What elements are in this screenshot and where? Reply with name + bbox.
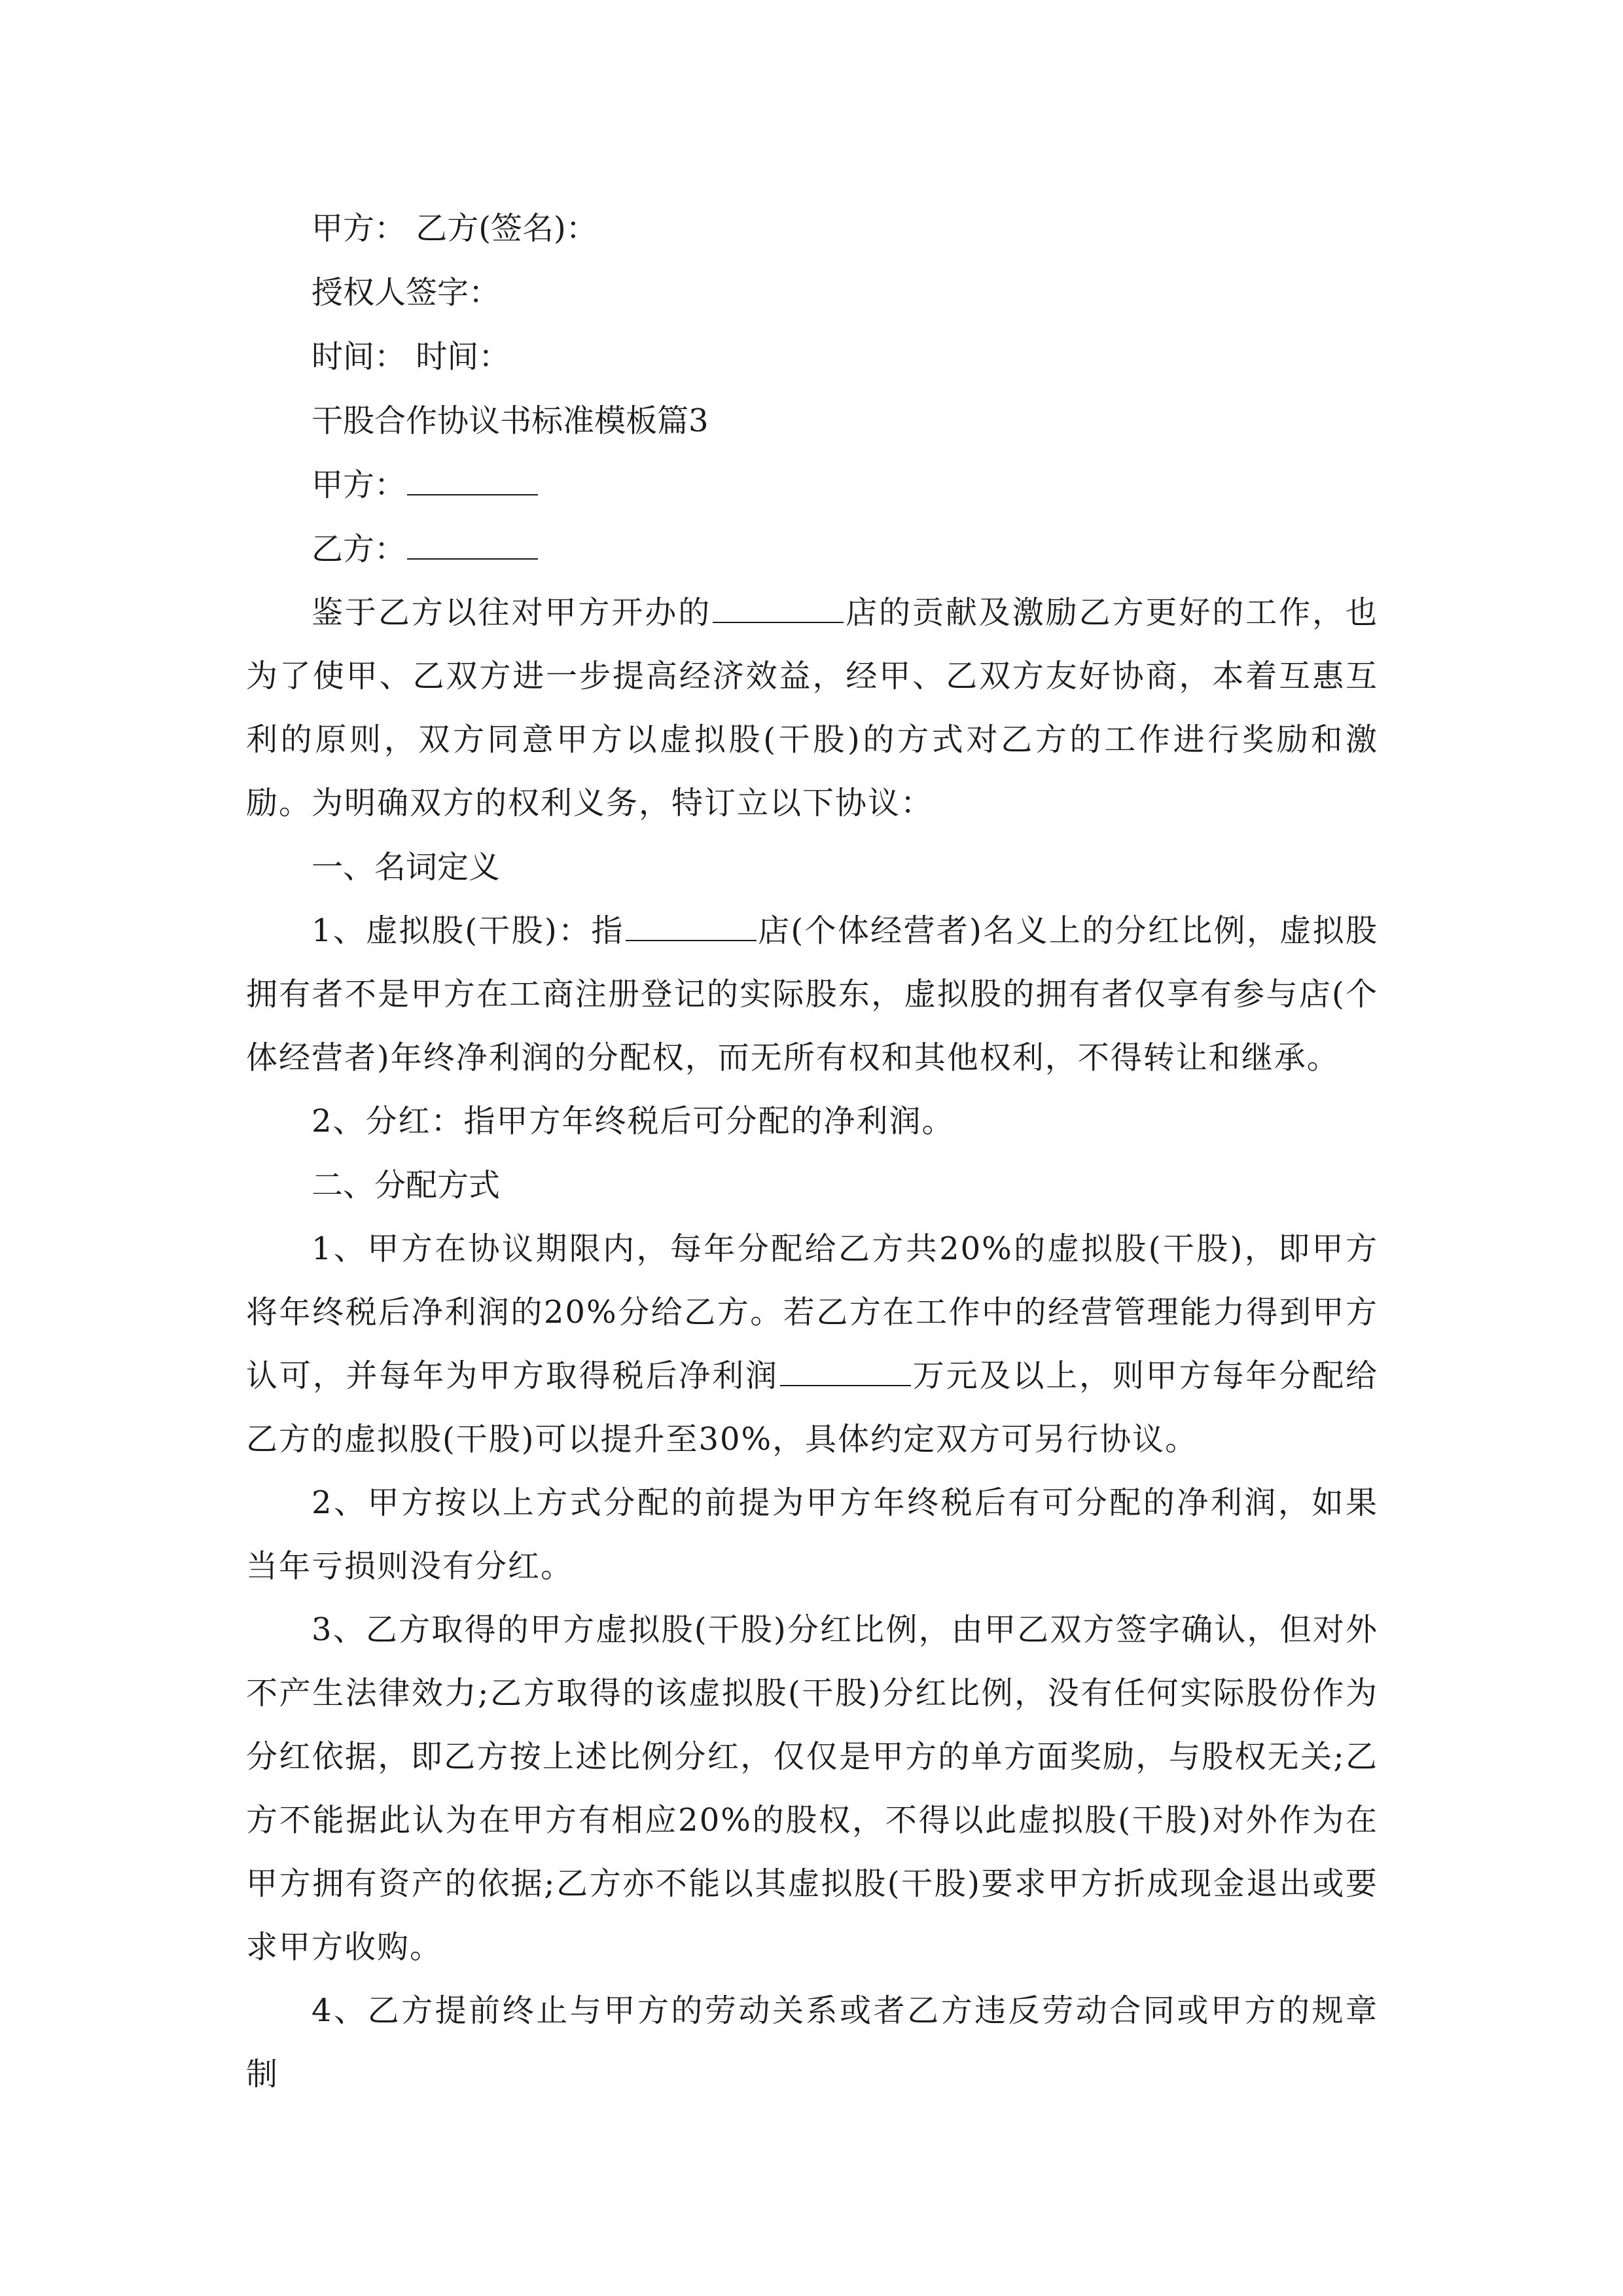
- shop-name-blank: [713, 596, 844, 623]
- section-2-item-3: 3、乙方取得的甲方虚拟股(干股)分红比例，由甲乙双方签字确认，但对外不产生法律效力;乙方取得的该虚拟股(干股)分红比例，没有任何实际股份作为分红依据，即乙方按上述比例分红，仅仅是甲方的单方面奖励，与股权无关;乙方不能据此认为在甲方有相应20%的股权，不得以此虚拟股(干股)对外作为在甲方拥有资产的依据;乙方亦不能以其虚拟股(干股)要求甲方折成现金退出或要求甲方收购。: [246, 1611, 1378, 1965]
- s2-item1-blank: [780, 1359, 911, 1386]
- section-1-item-2: 2、分红：指甲方年终税后可分配的净利润。: [312, 1103, 955, 1139]
- document-body: [246, 196, 1378, 2106]
- article-title: 干股合作协议书标准模板篇3: [312, 403, 709, 439]
- section-1-title: 一、名词定义: [312, 849, 501, 886]
- party-a-line: [246, 453, 1378, 517]
- s1-item1-text-2: 店(个体经营者)名义上的分红比例，虚拟股拥有者不是甲方在工商注册登记的实际股东，虚拟股的拥有者仅享有参与店(个体经营者)年终净利润的分配权，而无所有权和其他权利，不得转让和继承。: [246, 912, 1378, 1076]
- party-b-label: 乙方：: [312, 531, 406, 567]
- section-2-item-1: [246, 1217, 1378, 1471]
- preamble-text-2: 店的贡献及激励乙方更好的工作，也为了使甲、乙双方进一步提高经济效益，经甲、乙双方友好协商，本着互惠互利的原则，双方同意甲方以虚拟股(干股)的方式对乙方的工作进行奖励和激励。为明确双方的权利义务，特订立以下协议：: [246, 594, 1378, 821]
- s1-item1-blank: [626, 914, 757, 941]
- preamble-text-1: 鉴于乙方以往对甲方开办的: [312, 594, 712, 631]
- s1-item1-text-1: 1、虚拟股(干股)：指: [312, 912, 624, 949]
- party-a-blank: [407, 468, 538, 495]
- signature-line-authorized: 授权人签字：: [312, 274, 501, 311]
- s2-item1-text-2: 万元及以上，则甲方每年分配给乙方的虚拟股(干股)可以提升至30%，具体约定双方可另行协议。: [246, 1357, 1378, 1458]
- section-2-title: 二、分配方式: [312, 1167, 501, 1204]
- signature-line-parties: 甲方： 乙方(签名)：: [312, 210, 597, 247]
- party-b-line: [246, 517, 1378, 581]
- section-2-item-4: 4、乙方提前终止与甲方的劳动关系或者乙方违反劳动合同或甲方的规章制: [246, 1992, 1378, 2092]
- section-1-item-1: [246, 899, 1378, 1090]
- signature-line-time: 时间： 时间：: [312, 338, 510, 375]
- section-2-item-2: 2、甲方按以上方式分配的前提为甲方年终税后有可分配的净利润，如果当年亏损则没有分红。: [246, 1484, 1378, 1585]
- party-a-label: 甲方：: [312, 467, 406, 503]
- s2-item1-text-1: 1、甲方在协议期限内，每年分配给乙方共20%的虚拟股(干股)，即甲方将年终税后净利润的20%分给乙方。若乙方在工作中的经营管理能力得到甲方认可，并每年为甲方取得税后净利润: [246, 1230, 1378, 1394]
- party-b-blank: [407, 532, 538, 560]
- preamble-paragraph: [246, 581, 1378, 835]
